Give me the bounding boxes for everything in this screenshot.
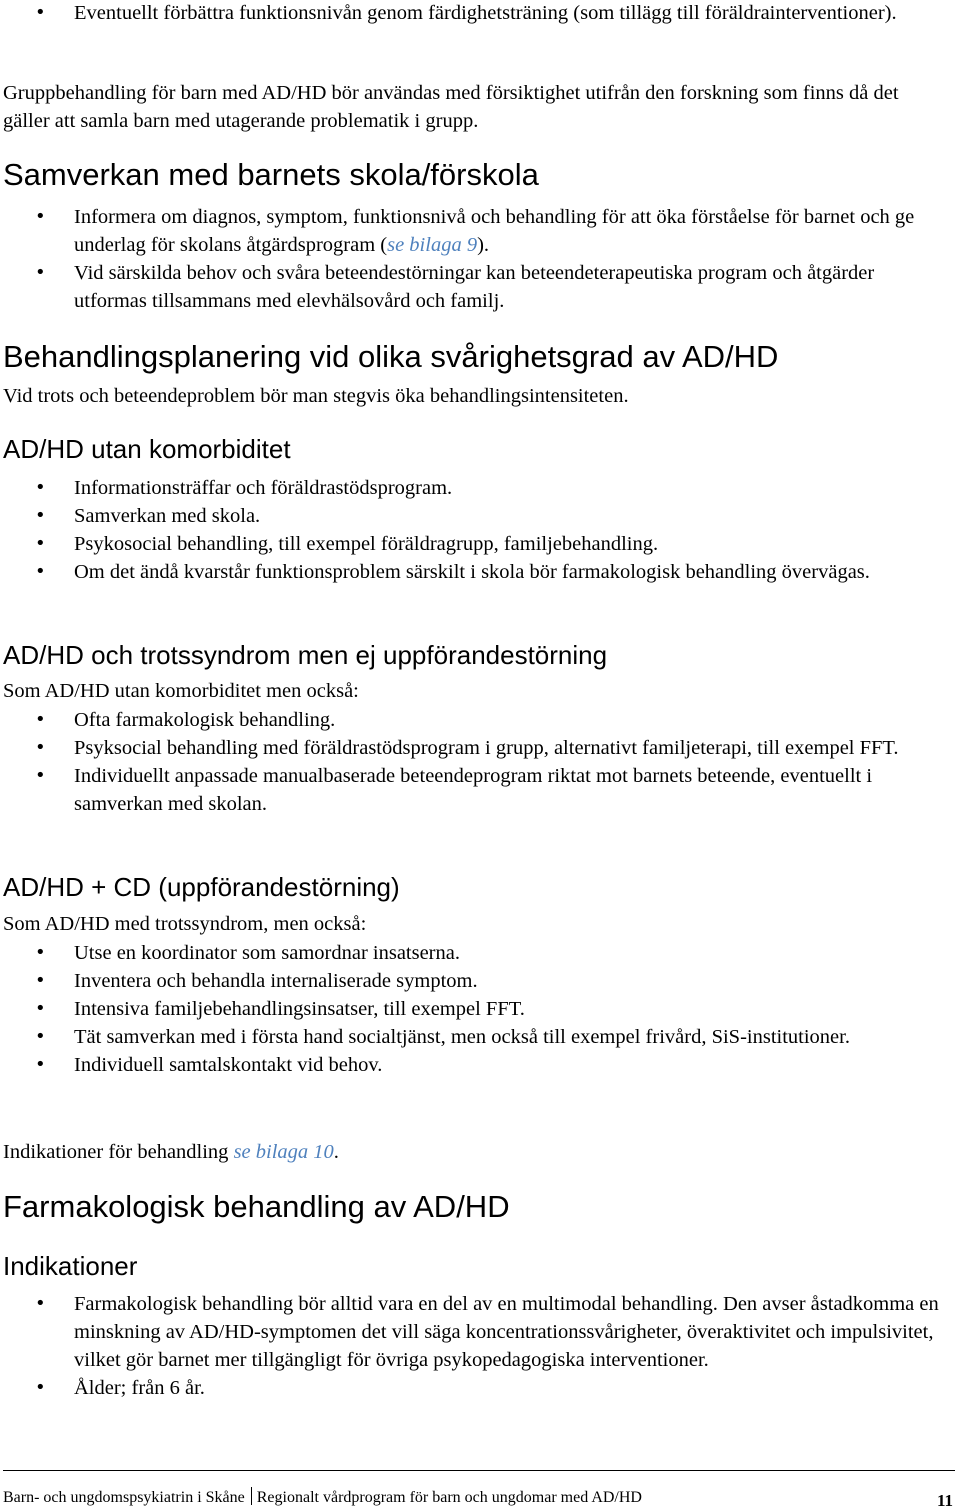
list-item bbox=[3, 734, 948, 762]
heading-pharmacological-treatment: Farmakologisk behandling av AD/HD bbox=[3, 1189, 510, 1224]
page-number: 11 bbox=[936, 1491, 953, 1510]
list-item bbox=[3, 762, 948, 818]
heading-treatment-planning: Behandlingsplanering vid olika svårighetsgrad av AD/HD bbox=[3, 339, 779, 374]
list-item bbox=[3, 0, 948, 27]
cd-bullet-list bbox=[3, 939, 948, 1079]
list-item-text: Utse en koordinator som samordnar insatserna. bbox=[74, 942, 460, 964]
list-item bbox=[3, 502, 948, 530]
list-item bbox=[3, 1290, 948, 1374]
indications-line bbox=[3, 1138, 948, 1166]
list-item-text: Inventera och behandla internaliserade symptom. bbox=[74, 970, 478, 992]
list-item bbox=[3, 995, 948, 1023]
heading-no-comorbidity: AD/HD utan komorbiditet bbox=[3, 434, 291, 464]
pharma-bullet-list bbox=[3, 1290, 948, 1402]
intro-bullet-list bbox=[3, 0, 948, 27]
heading-indications: Indikationer bbox=[3, 1251, 138, 1281]
footer-divider bbox=[3, 1470, 955, 1471]
list-item-text: Intensiva familjebehandlingsinsatser, till exempel FFT. bbox=[74, 998, 525, 1020]
list-item-text: Informationsträffar och föräldrastödsprogram. bbox=[74, 477, 453, 499]
list-item-text: Ålder; från 6 år. bbox=[74, 1377, 205, 1399]
list-item-text: Informera om diagnos, symptom, funktionsnivå och behandling för att öka förståelse för barnet och ge underlag för skolans åtgärdsprogram ( bbox=[74, 206, 915, 256]
list-item bbox=[3, 706, 948, 734]
odd-intro: Som AD/HD utan komorbiditet men också: bbox=[3, 680, 359, 702]
cd-intro: Som AD/HD med trotssyndrom, men också: bbox=[3, 913, 367, 935]
odd-bullet-list bbox=[3, 706, 948, 818]
list-item bbox=[3, 203, 948, 259]
planning-paragraph: Vid trots och beteendeproblem bör man stegvis öka behandlingsintensiteten. bbox=[3, 385, 629, 407]
appendix-10-link[interactable]: se bilaga 10 bbox=[233, 1141, 334, 1163]
list-item-text: Om det ändå kvarstår funktionsproblem särskilt i skola bör farmakologisk behandling övervägas. bbox=[74, 561, 870, 583]
list-item bbox=[3, 558, 948, 586]
list-item-text: Ofta farmakologisk behandling. bbox=[74, 709, 336, 731]
heading-conduct-disorder: AD/HD + CD (uppförandestörning) bbox=[3, 872, 400, 902]
indications-text: Indikationer för behandling bbox=[3, 1141, 234, 1163]
footer-document-title: Regionalt vårdprogram för barn och ungdomar med AD/HD bbox=[256, 1489, 642, 1506]
list-item-text-end: ). bbox=[477, 234, 490, 256]
list-item-text: Individuell samtalskontakt vid behov. bbox=[74, 1054, 383, 1076]
appendix-9-link[interactable]: se bilaga 9 bbox=[387, 234, 478, 256]
school-bullet-list bbox=[3, 203, 948, 315]
list-item-text: Psyksocial behandling med föräldrastödsprogram i grupp, alternativt familjeterapi, till exempel FFT. bbox=[74, 737, 899, 759]
list-item bbox=[3, 259, 948, 315]
footer-separator bbox=[251, 1487, 252, 1505]
list-item bbox=[3, 1023, 948, 1051]
page-footer bbox=[3, 1487, 955, 1509]
list-item bbox=[3, 530, 948, 558]
heading-school-cooperation: Samverkan med barnets skola/förskola bbox=[3, 157, 539, 192]
list-item-text: Eventuellt förbättra funktionsnivån genom färdighetsträning (som tillägg till föräldrainterventioner). bbox=[74, 2, 897, 24]
list-item-text: Farmakologisk behandling bör alltid vara en del av en multimodal behandling. Den avser åstadkomma en minskning av AD/HD-symptomen det vill säga koncentrationssvårigheter, överaktivitet och impulsivitet, vilket gör barnet mer tillgängligt för övriga psykopedagogiska interventioner. bbox=[74, 1293, 939, 1371]
list-item bbox=[3, 939, 948, 967]
no-comorbidity-bullet-list bbox=[3, 474, 948, 586]
list-item bbox=[3, 967, 948, 995]
footer-organization: Barn- och ungdomspsykiatrin i Skåne bbox=[3, 1489, 245, 1506]
list-item bbox=[3, 1374, 948, 1402]
list-item bbox=[3, 1051, 948, 1079]
heading-odd: AD/HD och trotssyndrom men ej uppförandestörning bbox=[3, 640, 608, 670]
list-item-text: Vid särskilda behov och svåra beteendestörningar kan beteendeterapeutiska program och åtgärder utformas tillsammans med elevhälsovård och familj. bbox=[74, 262, 875, 312]
list-item-text: Samverkan med skola. bbox=[74, 505, 261, 527]
intro-paragraph: Gruppbehandling för barn med AD/HD bör användas med försiktighet utifrån den forskning som finns då det gäller att samla barn med utagerande problematik i grupp. bbox=[3, 82, 899, 132]
list-item-text: Psykosocial behandling, till exempel föräldragrupp, familjebehandling. bbox=[74, 533, 659, 555]
indications-end: . bbox=[333, 1141, 339, 1163]
list-item-text: Tät samverkan med i första hand socialtjänst, men också till exempel frivård, SiS-institutioner. bbox=[74, 1026, 850, 1048]
list-item bbox=[3, 474, 948, 502]
list-item-text: Individuellt anpassade manualbaserade beteendeprogram riktat mot barnets beteende, eventuellt i samverkan med skolan. bbox=[74, 765, 873, 815]
